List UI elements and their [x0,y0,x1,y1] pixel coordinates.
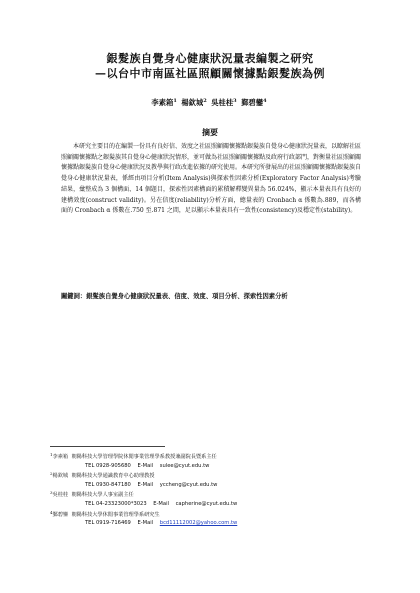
keywords: 關鍵詞：銀髮族自覺身心健康狀況量表、信度、效度、項目分析、探索性因素分析 [61,293,288,300]
author-mark: 4 [263,98,267,104]
footnote-1: $^1$李素箱 朝陽科技大學管理學院休閒事業管理學系教授兼副院長暨系主任 [50,452,217,460]
footnote-divider [50,446,165,447]
paper-title [40,51,380,81]
author-mark: 2 [203,98,207,104]
footnote-1-contact: TEL 0928-905680 E-Mail sulee@cyut.edu.tw [85,462,210,469]
title-line-2: —以台中市南區社區照顧關懷據點銀髮族為例 [95,67,325,80]
title-line-1: 銀髮族自覺身心健康狀況量表編製之研究 [106,52,314,65]
footnote-4: $^4$鄞碧鑾 朝陽科技大學休閒事業管理學系研究生 [50,509,160,518]
author-list [40,96,380,108]
author-name: 李素箱 [151,98,174,107]
footnote-3: $^3$吳桂桂 朝陽科技大學人事室副主任 [50,490,134,499]
footnote-4-contact: TEL 0919-716469 E-Mail bcd11112002@yahoo.com.tw [85,520,238,527]
abstract-body: 本研究主要目的在編製一份具有良好信、效度之社區照顧關懷據點銀髮族自覺身心健康狀況量表，以瞭解社區照顧關懷據點之銀髮族其自覺身心健康狀況情形，並可做為社區照顧關懷據點及政府行政部門，對衡量社區照顧關懷據點銀髮族自覺身心健康狀況及教學與行政改進依據的研究使用。本研究所發展出的社區照顧關懷據點銀髮族自覺身心健康狀況量表，係經由項目分析(Item Analysis)與探索性因素分析(Exploratory Factor Analysis)考驗結果，彙整成為 3 個構面、14 個題目，探索性因素構面的累積解釋變異量為 56.024%，顯示本量表具有良好的建構效度(construct validity)。另在信度(reliability)分析方面，總量表的 Cronbach α 係數為.889，而各構面的 Cronbach α 係數在.750 至.871 之間，足以顯示本量表具有一致性(consistency)及穩定性(stability)。 [61,143,362,215]
footnotes [50,451,380,528]
footnote-2-contact: TEL 0930-847180 E-Mail yccheng@cyut.edu.tw [85,481,218,488]
email-link[interactable]: bcd11112002@yahoo.com.tw [159,520,238,527]
author-mark: 1 [173,98,177,104]
author-name: 吳桂桂 [211,98,234,107]
footnote-2: $^2$楊欽城 朝陽科技大學通識教育中心助理教授 [50,471,155,480]
abstract-heading: 摘要 [202,127,218,137]
author-name: 鄞碧鑾 [241,98,264,107]
footnote-3-contact: TEL 04-23323000*3023 E-Mail capherine@cyut.edu.tw [85,500,238,507]
author-name: 楊欽城 [181,98,204,107]
author-mark: 3 [233,98,237,104]
